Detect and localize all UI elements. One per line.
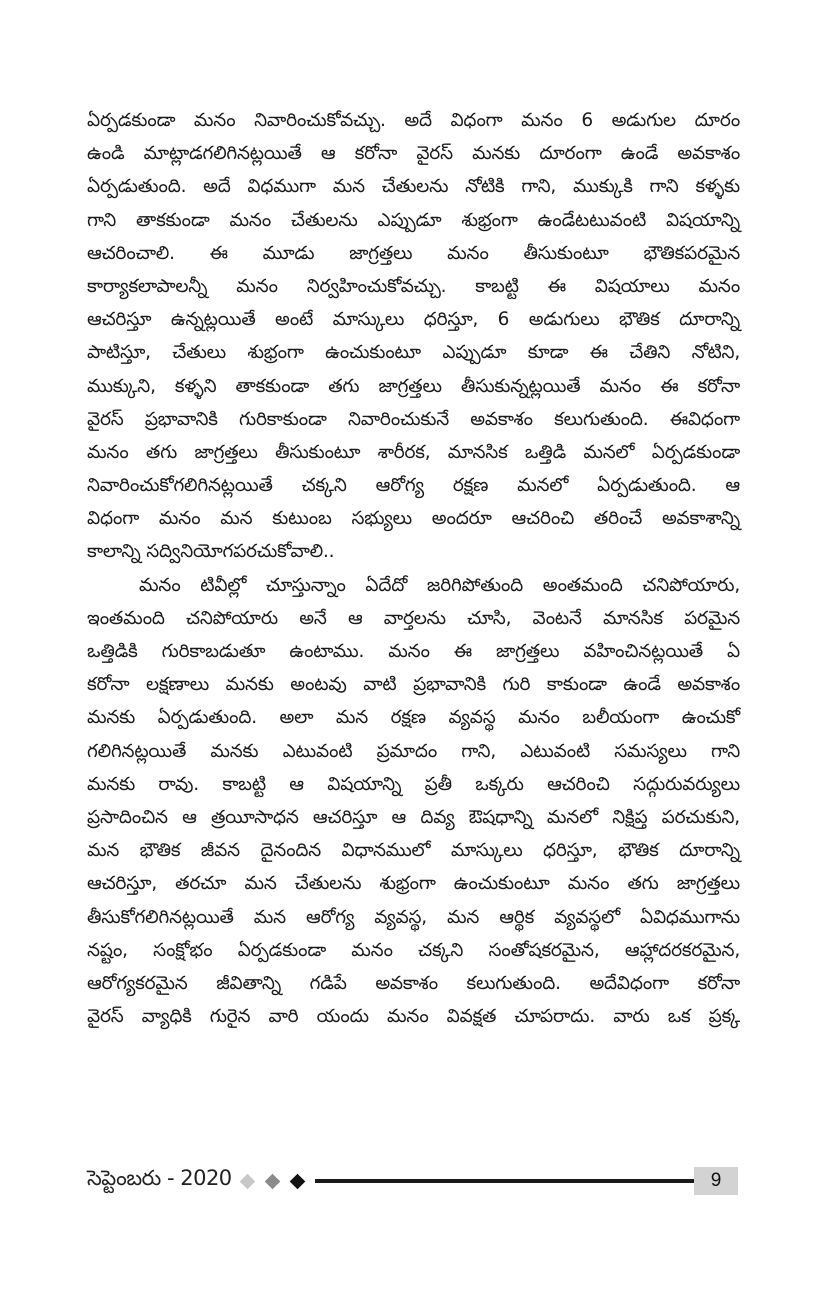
text-line: కాలాన్ని సద్వినియోగపరచుకోవాలి.. xyxy=(87,541,335,563)
diamond-mid-icon xyxy=(264,1173,280,1189)
text-line: కరోనా లక్షణాలు మనకు అంటవు వాటి ప్రభావానికి గురి కాకుండా ఉండే అవకాశం xyxy=(87,674,740,696)
text-line: ప్రసాదించిన ఆ త్రయీసాధన ఆచరిస్తూ ఆ దివ్య ఔషధాన్ని మనలో నిక్షిప్త పరచుకుని, xyxy=(87,806,740,828)
text-line: ఆరోగ్యకరమైన జీవితాన్ని గడిపే అవకాశం కలుగుతుంది. అదేవిధంగా కరోనా xyxy=(87,972,740,994)
text-line: మనం తగు జాగ్రత్తలు తీసుకుంటూ శారీరక, మానసిక ఒత్తిడి మనలో ఏర్పడకుండా xyxy=(87,441,740,463)
text-line: కార్యాకలాపాలన్నీ మనం నిర్వహించుకోవచ్చు. కాబట్టి ఈ విషయాలు మనం xyxy=(87,275,740,297)
text-line: ఒత్తిడికి గురికాబడుతూ ఉంటాము. మనం ఈ జాగ్రత్తలు వహించినట్లయితే ఏ xyxy=(87,641,740,662)
text-line: వైరస్ వ్యాధికి గురైన వారి యందు మనం వివక్షత చూపరాదు. వారు ఒక ప్రక్క xyxy=(87,1006,740,1028)
text-line: ఆచరిస్తూ ఉన్నట్లయితే అంటే మాస్కులు ధరిస్తూ, 6 అడుగులు భౌతిక దూరాన్ని xyxy=(87,309,740,331)
text-line: ముక్కుని, కళ్ళని తాకకుండా తగు జాగ్రత్తలు తీసుకున్నట్లయితే మనం ఈ కరోనా xyxy=(87,375,740,397)
paragraph-2 xyxy=(87,569,740,1034)
diamond-dark-icon xyxy=(289,1173,305,1189)
text-line: మనకు ఏర్పడుతుంది. అలా మన రక్షణ వ్యవస్థ మనం బలీయంగా ఉంచుకో xyxy=(87,707,740,729)
diamond-light-icon xyxy=(239,1173,255,1189)
text-line: విధంగా మనం మన కుటుంబ సభ్యులు అందరూ ఆచరించి తరించే అవకాశాన్ని xyxy=(87,508,740,530)
text-line: వైరస్ ప్రభావానికి గురికాకుండా నివారించుకునే అవకాశం కలుగుతుంది. ఈవిధంగా xyxy=(87,408,740,430)
text-line: గాని తాకకుండా మనం చేతులను ఎప్పుడూ శుభ్రంగా ఉండేటటువంటి విషయాన్ని xyxy=(87,209,740,231)
page-number: 9 xyxy=(694,1167,738,1195)
page-footer xyxy=(87,1166,738,1196)
footer-rule xyxy=(315,1179,694,1183)
text-line: ఏర్పడకుండా మనం నివారించుకోవచ్చు. అదే విధంగా మనం 6 అడుగుల దూరం xyxy=(87,110,740,131)
text-line: తీసుకోగలిగినట్లయితే మన ఆరోగ్య వ్యవస్థ, మన ఆర్థిక వ్యవస్థలో ఏవిధముగాను xyxy=(87,906,740,928)
text-line: గలిగినట్లయితే మనకు ఎటువంటి ప్రమాదం గాని, ఎటువంటి సమస్యలు గాని xyxy=(87,740,740,762)
text-line: ఇంతమంది చనిపోయారు అనే ఆ వార్తలను చూసి, వెంటనే మానసిక పరమైన xyxy=(87,607,740,629)
text-line: ఏర్పడుతుంది. అదే విధముగా మన చేతులను నోటికి గాని, ముక్కుకి గాని కళ్ళకు xyxy=(87,176,740,198)
page-body xyxy=(87,104,740,1033)
text-line: పాటిస్తూ, చేతులు శుభ్రంగా ఉంచుకుంటూ ఎప్పుడూ కూడా ఈ చేతిని నోటిని, xyxy=(87,342,740,364)
text-line: మనకు రావు. కాబట్టి ఆ విషయాన్ని ప్రతీ ఒక్కరు ఆచరించి సద్గురువర్యులు xyxy=(87,773,740,795)
text-line: మనం టివీల్లో చూస్తున్నాం ఏదేదో జరిగిపోతుంది అంతమంది చనిపోయారు, xyxy=(139,574,740,596)
text-line: ఆచరించాలి. ఈ మూడు జాగ్రత్తలు మనం తీసుకుంటూ భౌతికపరమైన xyxy=(87,242,740,264)
text-line: నష్టం, సంక్షోభం ఏర్పడకుండా మనం చక్కని సంతోషకరమైన, ఆహ్లాదరకరమైన, xyxy=(87,939,740,961)
text-line: మన భౌతిక జీవన దైనందిన విధానములో మాస్కులు ధరిస్తూ, భౌతిక దూరాన్ని xyxy=(87,840,740,862)
text-line: ఆచరిస్తూ, తరచూ మన చేతులను శుభ్రంగా ఉంచుకుంటూ మనం తగు జాగ్రత్తలు xyxy=(87,873,740,895)
paragraph-1 xyxy=(87,104,740,569)
text-line: నివారించుకోగలిగినట్లయితే చక్కని ఆరోగ్య రక్షణ మనలో ఏర్పడుతుంది. ఆ xyxy=(87,475,740,497)
issue-month-year: సెప్టెంబరు - 2020 xyxy=(87,1166,232,1190)
text-line: ఉండి మాట్లాడగలిగినట్లయితే ఆ కరోనా వైరస్ మనకు దూరంగా ఉండే అవకాశం xyxy=(87,143,740,165)
